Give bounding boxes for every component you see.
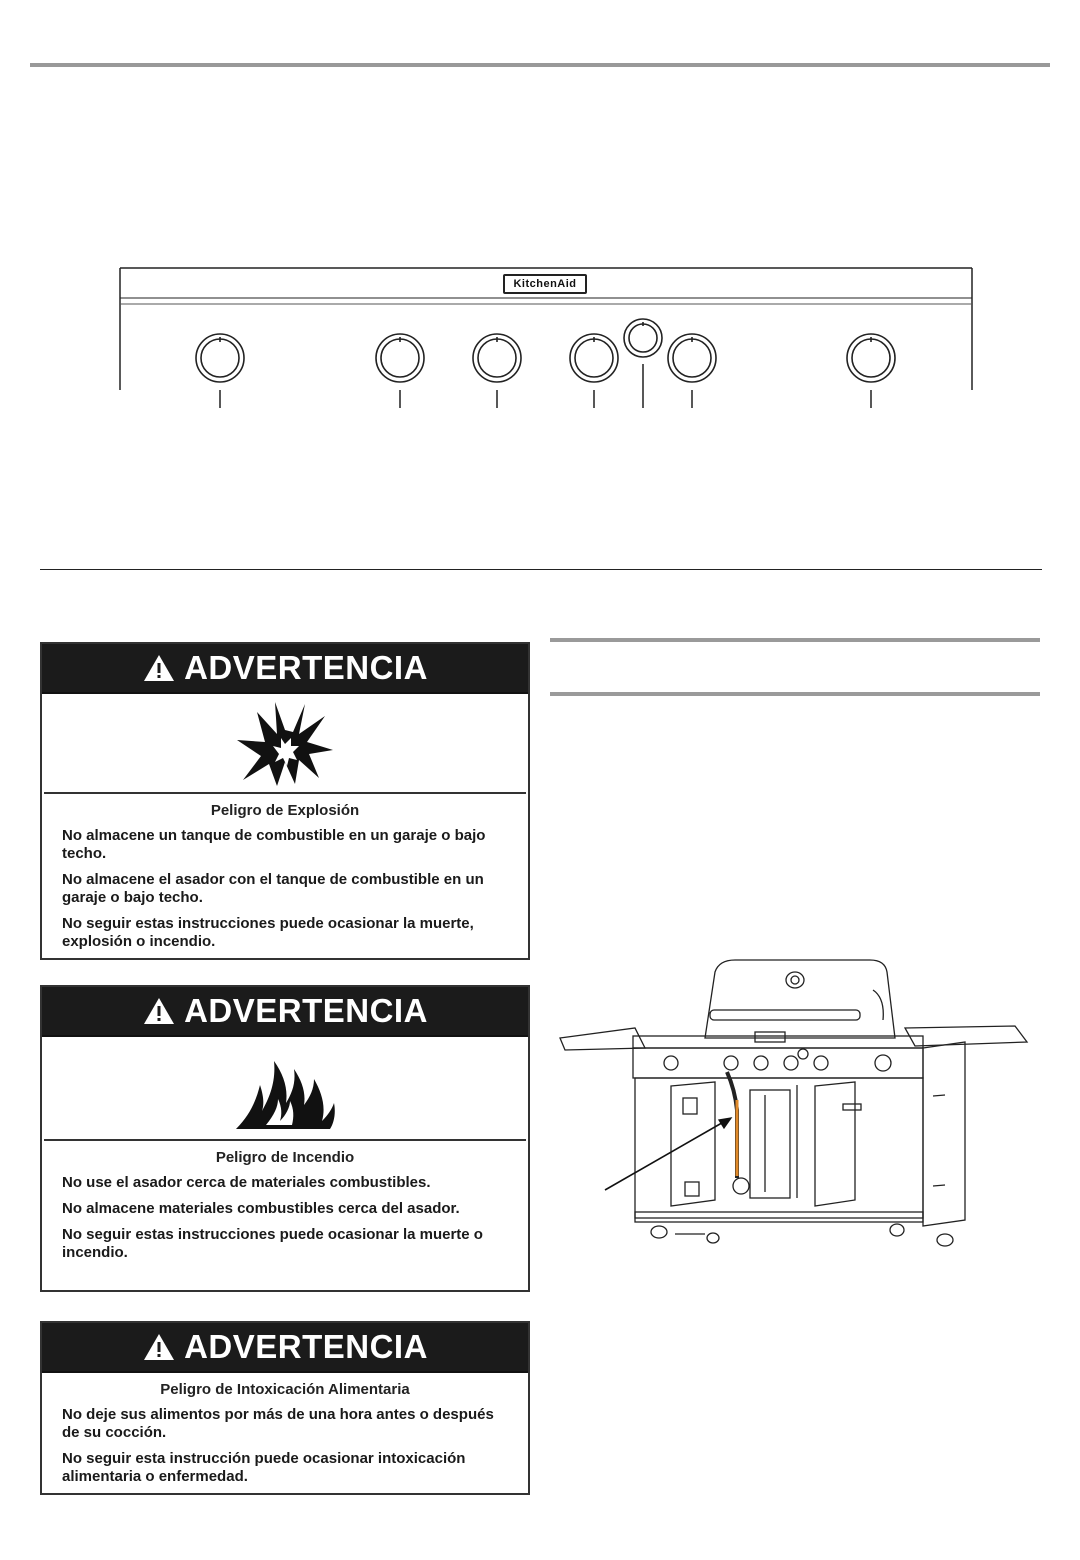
warning-paragraph: No almacene el asador con el tanque de combustible en un garaje o bajo techo.: [62, 871, 484, 906]
grill-illustration: [555, 950, 1035, 1250]
warning-fire: [40, 985, 530, 1292]
warning-title: Peligro de Intoxicación Alimentaria: [160, 1381, 410, 1398]
warning-paragraph: No seguir esta instrucción puede ocasionar intoxicación alimentaria o enfermedad.: [62, 1450, 466, 1485]
knob-6: [847, 334, 895, 382]
warning-heading: ADVERTENCIA: [184, 992, 428, 1029]
knob-3: [473, 334, 521, 382]
warning-triangle-icon: [142, 653, 176, 683]
right-rule-bottom: [550, 692, 1040, 696]
warning-triangle-icon: [142, 996, 176, 1026]
callout-lines: [220, 364, 871, 408]
knob-2: [376, 334, 424, 382]
warning-header: [42, 987, 528, 1037]
knob-4: [570, 334, 618, 382]
warning-header: [42, 1323, 528, 1373]
warning-title: Peligro de Incendio: [215, 1149, 355, 1166]
warning-heading: ADVERTENCIA: [184, 1328, 428, 1365]
explosion-icon: [44, 694, 526, 794]
fire-icon: [44, 1037, 526, 1141]
control-panel-diagram: [110, 260, 980, 420]
section-divider: [40, 569, 1042, 570]
warning-heading: ADVERTENCIA: [184, 649, 428, 686]
brand-badge: [503, 274, 587, 294]
warning-paragraph: No seguir estas instrucciones puede ocasionar la muerte o incendio.: [62, 1226, 483, 1261]
right-rule-top: [550, 638, 1040, 642]
warning-paragraph: No use el asador cerca de materiales combustibles.: [62, 1174, 431, 1191]
warning-explosion: [40, 642, 530, 960]
warning-header: [42, 644, 528, 694]
warning-paragraph: No almacene un tanque de combustible en un garaje o bajo techo.: [62, 827, 486, 862]
top-rule: [30, 63, 1050, 67]
knob-1: [196, 334, 244, 382]
brand-badge-text: KitchenAid: [513, 278, 577, 290]
ignition-button: [624, 319, 662, 357]
warning-food-poisoning: [40, 1321, 530, 1495]
warning-triangle-icon: [142, 1332, 176, 1362]
pointer-arrow-head: [719, 1118, 731, 1128]
warning-title: Peligro de Explosión: [210, 802, 360, 819]
knob-5: [668, 334, 716, 382]
warning-paragraph: No seguir estas instrucciones puede ocasionar la muerte, explosión o incendio.: [62, 915, 474, 950]
warning-paragraph: No deje sus alimentos por más de una hora antes o después de su cocción.: [62, 1406, 494, 1441]
grill-drawing: [555, 950, 1035, 1250]
warning-paragraph: No almacene materiales combustibles cerca del asador.: [62, 1200, 460, 1217]
